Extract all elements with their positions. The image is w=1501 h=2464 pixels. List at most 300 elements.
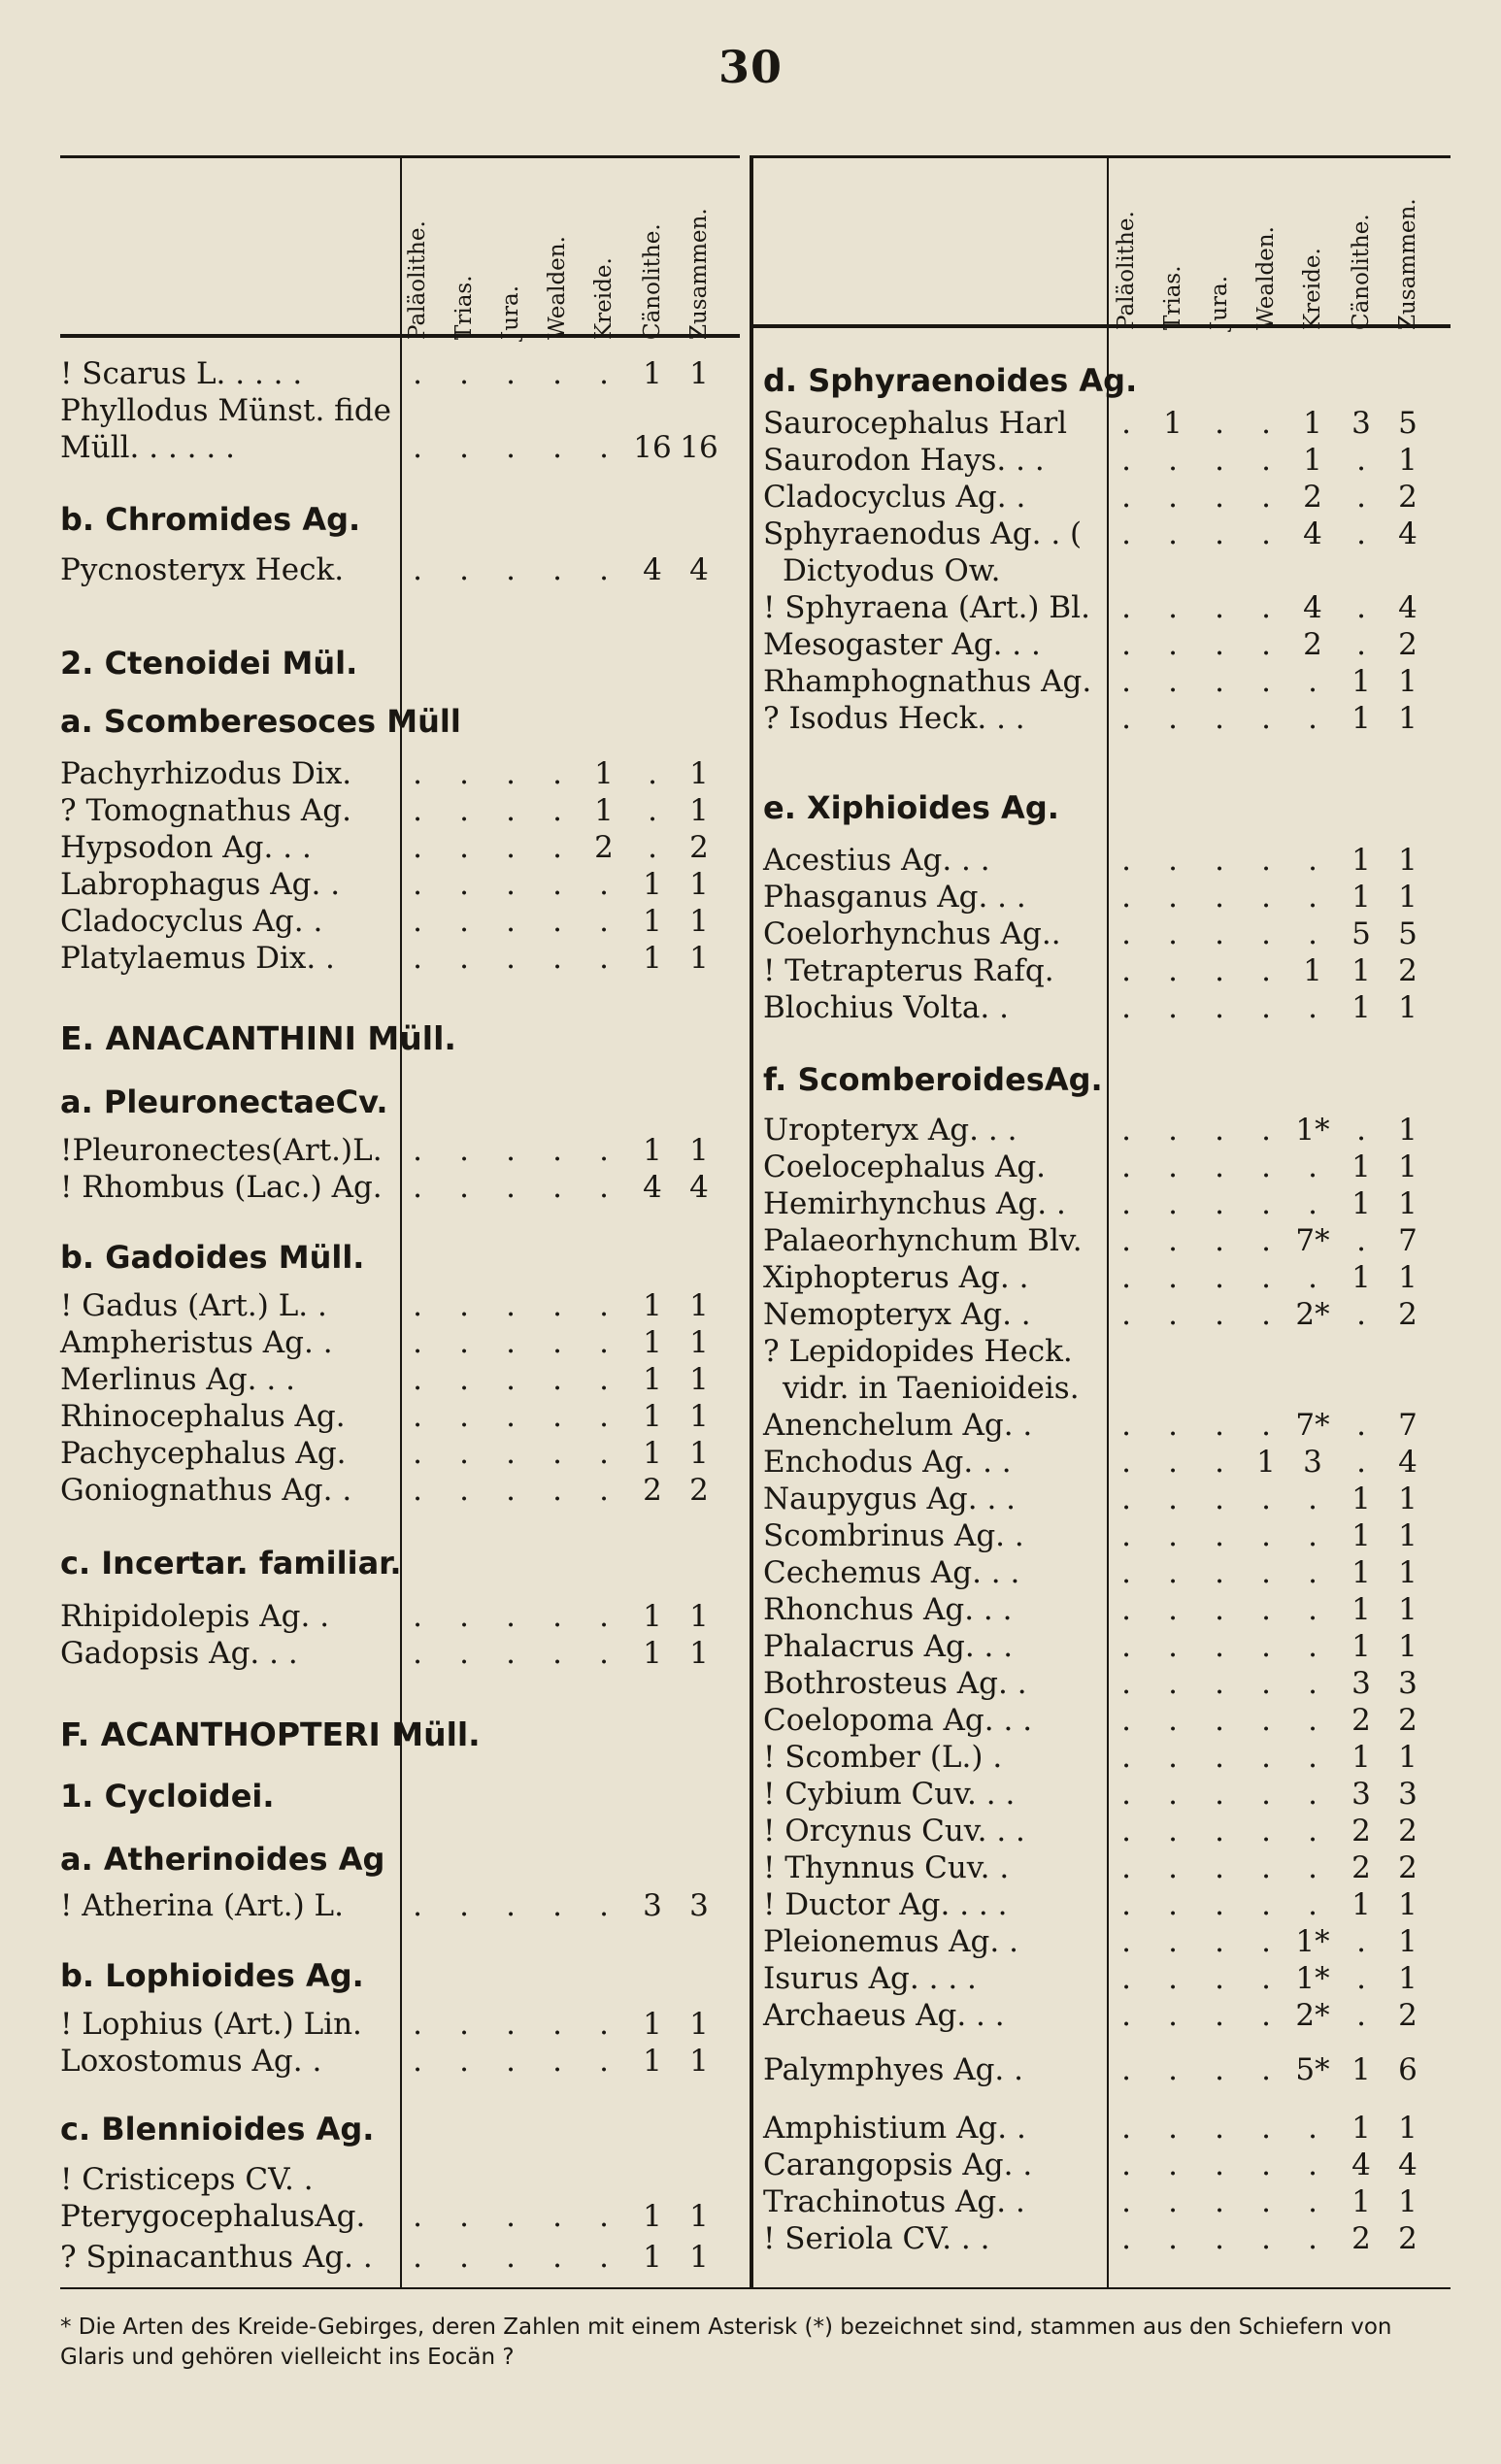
empty-cell-dot: . bbox=[552, 2240, 562, 2275]
count-cell: 2 bbox=[1398, 480, 1418, 515]
empty-cell-dot: . bbox=[1168, 990, 1178, 1025]
empty-cell-dot: . bbox=[599, 1325, 609, 1360]
count-cell: 7 bbox=[1398, 1223, 1418, 1258]
count-cell: 1 bbox=[689, 2240, 709, 2275]
empty-cell-dot: . bbox=[1121, 664, 1131, 699]
count-cell: 1 bbox=[1351, 1482, 1371, 1516]
empty-cell-dot: . bbox=[1308, 1592, 1318, 1627]
empty-cell-dot: . bbox=[506, 867, 516, 902]
empty-cell-dot: . bbox=[1308, 1703, 1318, 1738]
empty-cell-dot: . bbox=[599, 1170, 609, 1205]
taxon-name: Cladocyclus Ag. . bbox=[60, 904, 323, 939]
empty-cell-dot: . bbox=[1215, 1961, 1224, 1996]
empty-cell-dot: . bbox=[413, 552, 422, 587]
empty-cell-dot: . bbox=[1215, 1482, 1224, 1516]
column-header: Trias. bbox=[451, 275, 477, 340]
table-row bbox=[763, 1258, 1451, 1297]
count-cell: 4 bbox=[1398, 2148, 1418, 2182]
empty-cell-dot: . bbox=[1261, 516, 1271, 551]
taxon-name: ! Lophius (Art.) Lin. bbox=[60, 2007, 362, 2042]
taxon-name: ! Orcynus Cuv. . . bbox=[763, 1814, 1025, 1848]
empty-cell-dot: . bbox=[413, 867, 422, 902]
empty-cell-dot: . bbox=[1121, 1666, 1131, 1701]
table-row bbox=[763, 951, 1451, 990]
table-row bbox=[60, 1434, 740, 1473]
empty-cell-dot: . bbox=[599, 2044, 609, 2079]
empty-cell-dot: . bbox=[459, 2044, 469, 2079]
empty-cell-dot: . bbox=[1308, 1260, 1318, 1295]
count-cell: 4 bbox=[1398, 1445, 1418, 1480]
empty-cell-dot: . bbox=[1121, 2052, 1131, 2087]
empty-cell-dot: . bbox=[1261, 2052, 1271, 2087]
count-cell: 2* bbox=[1295, 1297, 1330, 1332]
count-cell: 1 bbox=[1351, 880, 1371, 915]
count-cell: 5 bbox=[1398, 406, 1418, 441]
empty-cell-dot: . bbox=[1168, 1703, 1178, 1738]
taxon-name: Merlinus Ag. . . bbox=[60, 1362, 295, 1397]
table-row bbox=[60, 1360, 740, 1399]
count-cell: 1 bbox=[643, 2240, 662, 2275]
empty-cell-dot: . bbox=[413, 830, 422, 865]
empty-cell-dot: . bbox=[1168, 1850, 1178, 1885]
empty-cell-dot: . bbox=[459, 356, 469, 391]
empty-cell-dot: . bbox=[506, 1170, 516, 1205]
empty-cell-dot: . bbox=[1121, 627, 1131, 662]
table-row bbox=[60, 902, 740, 941]
count-cell: 2 bbox=[689, 1473, 709, 1508]
taxon-name: Hypsodon Ag. . . bbox=[60, 830, 312, 865]
empty-cell-dot: . bbox=[1168, 1887, 1178, 1922]
empty-cell-dot: . bbox=[1308, 1740, 1318, 1775]
section-heading-row bbox=[60, 2110, 740, 2148]
taxon-name: Coelocephalus Ag. bbox=[763, 1149, 1047, 1184]
empty-cell-dot: . bbox=[1168, 916, 1178, 951]
count-cell: 4 bbox=[643, 1170, 662, 1205]
count-cell: 1 bbox=[1351, 1555, 1371, 1590]
table-row bbox=[763, 551, 1451, 590]
count-cell: 1 bbox=[1303, 953, 1322, 988]
empty-cell-dot: . bbox=[1121, 1186, 1131, 1221]
empty-cell-dot: . bbox=[1121, 1814, 1131, 1848]
empty-cell-dot: . bbox=[1215, 1149, 1224, 1184]
left-column bbox=[60, 354, 740, 2296]
count-cell: 7 bbox=[1398, 1408, 1418, 1443]
taxon-name: Phasganus Ag. . . bbox=[763, 880, 1026, 915]
count-cell: 3 bbox=[643, 1888, 662, 1923]
empty-cell-dot: . bbox=[1356, 1924, 1366, 1959]
count-cell: 1 bbox=[689, 756, 709, 791]
table-row bbox=[763, 1480, 1451, 1518]
table-row bbox=[60, 2005, 740, 2044]
count-cell: 1 bbox=[1398, 2184, 1418, 2219]
table-row bbox=[60, 1168, 740, 1207]
empty-cell-dot: . bbox=[1308, 990, 1318, 1025]
taxon-name: Palaeorhynchum Blv. bbox=[763, 1223, 1083, 1258]
empty-cell-dot: . bbox=[1356, 443, 1366, 478]
count-cell: 3 bbox=[689, 1888, 709, 1923]
empty-cell-dot: . bbox=[1261, 1260, 1271, 1295]
count-cell: 4 bbox=[1398, 516, 1418, 551]
count-cell: 2 bbox=[1303, 627, 1322, 662]
empty-cell-dot: . bbox=[1168, 1961, 1178, 1996]
empty-cell-dot: . bbox=[506, 1133, 516, 1168]
count-cell: 2 bbox=[1398, 1998, 1418, 2033]
empty-cell-dot: . bbox=[1215, 516, 1224, 551]
empty-cell-dot: . bbox=[1168, 880, 1178, 915]
empty-cell-dot: . bbox=[1215, 627, 1224, 662]
empty-cell-dot: . bbox=[1215, 1629, 1224, 1664]
table-row bbox=[763, 1332, 1451, 1371]
empty-cell-dot: . bbox=[1168, 1740, 1178, 1775]
empty-cell-dot: . bbox=[1308, 880, 1318, 915]
count-cell: 1 bbox=[643, 2044, 662, 2079]
count-cell: 1 bbox=[689, 904, 709, 939]
empty-cell-dot: . bbox=[1121, 2221, 1131, 2256]
count-cell: 1 bbox=[643, 867, 662, 902]
empty-cell-dot: . bbox=[1168, 1408, 1178, 1443]
taxon-name: Naupygus Ag. . . bbox=[763, 1482, 1017, 1516]
empty-cell-dot: . bbox=[1121, 953, 1131, 988]
table-row bbox=[763, 1812, 1451, 1850]
table-row bbox=[60, 1323, 740, 1362]
empty-cell-dot: . bbox=[599, 1473, 609, 1508]
table-row bbox=[763, 1111, 1451, 1149]
empty-cell-dot: . bbox=[552, 904, 562, 939]
table-row bbox=[763, 441, 1451, 480]
count-cell: 1 bbox=[689, 793, 709, 828]
empty-cell-dot: . bbox=[1168, 627, 1178, 662]
empty-cell-dot: . bbox=[552, 2199, 562, 2234]
empty-cell-dot: . bbox=[599, 1888, 609, 1923]
count-cell: 1 bbox=[643, 941, 662, 976]
count-cell: 2 bbox=[689, 830, 709, 865]
empty-cell-dot: . bbox=[506, 1599, 516, 1634]
empty-cell-dot: . bbox=[1215, 1740, 1224, 1775]
empty-cell-dot: . bbox=[1308, 2221, 1318, 2256]
table-row bbox=[763, 588, 1451, 627]
empty-cell-dot: . bbox=[1261, 916, 1271, 951]
empty-cell-dot: . bbox=[1121, 843, 1131, 878]
table-row bbox=[763, 2219, 1451, 2258]
empty-cell-dot: . bbox=[1121, 1149, 1131, 1184]
empty-cell-dot: . bbox=[1215, 443, 1224, 478]
count-cell: 1 bbox=[1398, 1555, 1418, 1590]
empty-cell-dot: . bbox=[552, 1436, 562, 1471]
count-cell: 1 bbox=[1351, 1186, 1371, 1221]
empty-cell-dot: . bbox=[1168, 1113, 1178, 1148]
empty-cell-dot: . bbox=[1168, 843, 1178, 878]
column-header: Jura. bbox=[498, 284, 523, 340]
empty-cell-dot: . bbox=[413, 2240, 422, 2275]
empty-cell-dot: . bbox=[552, 356, 562, 391]
column-header: Trias. bbox=[1160, 265, 1185, 330]
section-heading: b. Gadoides Müll. bbox=[60, 1239, 365, 1276]
divider-center bbox=[750, 155, 753, 2287]
empty-cell-dot: . bbox=[1356, 590, 1366, 625]
empty-cell-dot: . bbox=[1356, 1113, 1366, 1148]
empty-cell-dot: . bbox=[413, 430, 422, 465]
count-cell: 1 bbox=[1398, 1592, 1418, 1627]
empty-cell-dot: . bbox=[1215, 953, 1224, 988]
table-row bbox=[60, 791, 740, 830]
table-row bbox=[763, 841, 1451, 880]
count-cell: 1 bbox=[1351, 1149, 1371, 1184]
taxon-name: Rhinocephalus Ag. bbox=[60, 1399, 346, 1434]
count-cell: 1* bbox=[1295, 1924, 1330, 1959]
taxon-name: Coelopoma Ag. . . bbox=[763, 1703, 1033, 1738]
column-header: Wealden. bbox=[1253, 226, 1279, 330]
empty-cell-dot: . bbox=[1121, 1482, 1131, 1516]
table-row bbox=[60, 2238, 740, 2277]
taxon-name: PterygocephalusAg. bbox=[60, 2199, 366, 2234]
count-cell: 4 bbox=[1351, 2148, 1371, 2182]
empty-cell-dot: . bbox=[1261, 1777, 1271, 1812]
empty-cell-dot: . bbox=[1308, 701, 1318, 736]
empty-cell-dot: . bbox=[459, 1362, 469, 1397]
count-cell: 1* bbox=[1295, 1113, 1330, 1148]
section-heading-row bbox=[763, 361, 1451, 400]
empty-cell-dot: . bbox=[1356, 1998, 1366, 2033]
taxon-name: Phyllodus Münst. fide bbox=[60, 393, 392, 428]
empty-cell-dot: . bbox=[1261, 1924, 1271, 1959]
empty-cell-dot: . bbox=[1168, 1297, 1178, 1332]
empty-cell-dot: . bbox=[599, 356, 609, 391]
empty-cell-dot: . bbox=[413, 904, 422, 939]
empty-cell-dot: . bbox=[1215, 1703, 1224, 1738]
taxon-name: Acestius Ag. . . bbox=[763, 843, 990, 878]
taxon-name: ! Scarus L. . . . . bbox=[60, 356, 303, 391]
section-heading: 2. Ctenoidei Mül. bbox=[60, 645, 358, 682]
count-cell: 1 bbox=[643, 1362, 662, 1397]
count-cell: 3 bbox=[1351, 406, 1371, 441]
empty-cell-dot: . bbox=[459, 1636, 469, 1671]
taxon-name: Hemirhynchus Ag. . bbox=[763, 1186, 1066, 1221]
count-cell: 1 bbox=[689, 1288, 709, 1323]
empty-cell-dot: . bbox=[1308, 1814, 1318, 1848]
empty-cell-dot: . bbox=[459, 1325, 469, 1360]
count-cell: 1 bbox=[594, 756, 614, 791]
table-row bbox=[60, 1597, 740, 1636]
count-cell: 2 bbox=[1398, 1814, 1418, 1848]
empty-cell-dot: . bbox=[413, 793, 422, 828]
table-row bbox=[763, 1369, 1451, 1408]
empty-cell-dot: . bbox=[459, 1888, 469, 1923]
empty-cell-dot: . bbox=[413, 1325, 422, 1360]
empty-cell-dot: . bbox=[552, 756, 562, 791]
column-header: Paläolithe. bbox=[405, 220, 430, 340]
taxon-name: ! Atherina (Art.) L. bbox=[60, 1888, 344, 1923]
taxon-name: ! Thynnus Cuv. . bbox=[763, 1850, 1010, 1885]
empty-cell-dot: . bbox=[1168, 590, 1178, 625]
empty-cell-dot: . bbox=[1121, 1961, 1131, 1996]
section-heading-row bbox=[60, 1544, 740, 1582]
empty-cell-dot: . bbox=[552, 1170, 562, 1205]
empty-cell-dot: . bbox=[1308, 1666, 1318, 1701]
footnote: * Die Arten des Kreide-Gebirges, deren Zahlen mit einem Asterisk (*) bezeichnet sind, stammen aus den Schiefern von Glaris und gehören vielleicht ins Eocän ? bbox=[60, 2314, 1392, 2370]
count-cell: 1 bbox=[1398, 1518, 1418, 1553]
count-cell: 5 bbox=[1398, 916, 1418, 951]
count-cell: 1 bbox=[689, 1399, 709, 1434]
count-cell: 3 bbox=[1351, 1777, 1371, 1812]
count-cell: 1 bbox=[689, 1599, 709, 1634]
column-header: Jura. bbox=[1207, 275, 1232, 330]
count-cell: 1* bbox=[1295, 1961, 1330, 1996]
table-row bbox=[60, 865, 740, 904]
empty-cell-dot: . bbox=[552, 2007, 562, 2042]
empty-cell-dot: . bbox=[1261, 1297, 1271, 1332]
empty-cell-dot: . bbox=[1261, 1998, 1271, 2033]
count-cell: 1 bbox=[689, 2199, 709, 2234]
taxon-name: ! Scomber (L.) . bbox=[763, 1740, 1003, 1775]
empty-cell-dot: . bbox=[1308, 916, 1318, 951]
empty-cell-dot: . bbox=[1215, 2148, 1224, 2182]
section-heading-row bbox=[60, 1238, 740, 1277]
empty-cell-dot: . bbox=[506, 1399, 516, 1434]
empty-cell-dot: . bbox=[459, 1436, 469, 1471]
empty-cell-dot: . bbox=[1261, 590, 1271, 625]
empty-cell-dot: . bbox=[1121, 1777, 1131, 1812]
count-cell: 1 bbox=[1303, 406, 1322, 441]
count-cell: 1 bbox=[1398, 664, 1418, 699]
taxon-name: ? Tomognathus Ag. bbox=[60, 793, 351, 828]
count-cell: 2 bbox=[1351, 1814, 1371, 1848]
count-cell: 1 bbox=[1398, 843, 1418, 878]
page-number: 30 bbox=[717, 41, 783, 93]
table-row bbox=[763, 1553, 1451, 1592]
taxon-name: Rhonchus Ag. . . bbox=[763, 1592, 1013, 1627]
table-row bbox=[60, 1471, 740, 1510]
count-cell: 4 bbox=[689, 1170, 709, 1205]
empty-cell-dot: . bbox=[459, 1288, 469, 1323]
section-heading: f. ScomberoidesAg. bbox=[763, 1061, 1103, 1098]
empty-cell-dot: . bbox=[1215, 1924, 1224, 1959]
empty-cell-dot: . bbox=[1215, 1223, 1224, 1258]
table-row bbox=[763, 1996, 1451, 2035]
empty-cell-dot: . bbox=[552, 2044, 562, 2079]
empty-cell-dot: . bbox=[506, 356, 516, 391]
taxon-name: Rhipidolepis Ag. . bbox=[60, 1599, 330, 1634]
empty-cell-dot: . bbox=[1168, 1629, 1178, 1664]
empty-cell-dot: . bbox=[552, 793, 562, 828]
count-cell: 1 bbox=[689, 2044, 709, 2079]
column-header: Cänolithe. bbox=[640, 223, 665, 340]
empty-cell-dot: . bbox=[459, 1599, 469, 1634]
empty-cell-dot: . bbox=[413, 1599, 422, 1634]
empty-cell-dot: . bbox=[648, 793, 657, 828]
table-row bbox=[763, 2109, 1451, 2148]
section-heading: 1. Cycloidei. bbox=[60, 1778, 275, 1815]
taxon-name: ! Sphyraena (Art.) Bl. bbox=[763, 590, 1090, 625]
empty-cell-dot: . bbox=[1261, 1186, 1271, 1221]
taxon-name: Xiphopterus Ag. . bbox=[763, 1260, 1029, 1295]
count-cell: 1 bbox=[1398, 443, 1418, 478]
taxon-name: Müll. . . . . . bbox=[60, 430, 235, 465]
count-cell: 1 bbox=[1351, 1518, 1371, 1553]
empty-cell-dot: . bbox=[1121, 1113, 1131, 1148]
taxon-name: Mesogaster Ag. . . bbox=[763, 627, 1041, 662]
count-cell: 2 bbox=[594, 830, 614, 865]
section-heading-row bbox=[60, 1019, 740, 1058]
count-cell: 1 bbox=[594, 793, 614, 828]
empty-cell-dot: . bbox=[1261, 701, 1271, 736]
count-cell: 3 bbox=[1303, 1445, 1322, 1480]
count-cell: 1 bbox=[1398, 1740, 1418, 1775]
empty-cell-dot: . bbox=[1168, 2052, 1178, 2087]
empty-cell-dot: . bbox=[506, 830, 516, 865]
empty-cell-dot: . bbox=[648, 830, 657, 865]
empty-cell-dot: . bbox=[599, 2007, 609, 2042]
empty-cell-dot: . bbox=[1261, 1666, 1271, 1701]
empty-cell-dot: . bbox=[1168, 2221, 1178, 2256]
empty-cell-dot: . bbox=[1168, 1186, 1178, 1221]
count-cell: 1 bbox=[689, 1133, 709, 1168]
count-cell: 1 bbox=[643, 356, 662, 391]
empty-cell-dot: . bbox=[1121, 916, 1131, 951]
count-cell: 2 bbox=[1398, 1703, 1418, 1738]
count-cell: 2 bbox=[1351, 2221, 1371, 2256]
empty-cell-dot: . bbox=[1168, 1777, 1178, 1812]
taxon-name: Saurocephalus Harl bbox=[763, 406, 1068, 441]
empty-cell-dot: . bbox=[1215, 1777, 1224, 1812]
table-row bbox=[60, 754, 740, 793]
empty-cell-dot: . bbox=[1168, 2184, 1178, 2219]
table-row bbox=[763, 2146, 1451, 2184]
empty-cell-dot: . bbox=[1168, 1592, 1178, 1627]
count-cell: 1 bbox=[643, 1436, 662, 1471]
taxon-name: vidr. in Taenioideis. bbox=[783, 1371, 1080, 1406]
section-heading-row bbox=[763, 1060, 1451, 1099]
section-heading: b. Chromides Ag. bbox=[60, 501, 361, 538]
empty-cell-dot: . bbox=[1168, 2111, 1178, 2146]
empty-cell-dot: . bbox=[1121, 1998, 1131, 2033]
empty-cell-dot: . bbox=[1121, 1223, 1131, 1258]
empty-cell-dot: . bbox=[506, 2199, 516, 2234]
section-heading: a. PleuronectaeCv. bbox=[60, 1083, 388, 1120]
empty-cell-dot: . bbox=[1168, 1149, 1178, 1184]
empty-cell-dot: . bbox=[1308, 1555, 1318, 1590]
empty-cell-dot: . bbox=[506, 1888, 516, 1923]
count-cell: 7* bbox=[1295, 1408, 1330, 1443]
empty-cell-dot: . bbox=[1121, 1260, 1131, 1295]
column-header: Zusammen. bbox=[1395, 198, 1420, 330]
empty-cell-dot: . bbox=[1121, 880, 1131, 915]
empty-cell-dot: . bbox=[1215, 1113, 1224, 1148]
empty-cell-dot: . bbox=[599, 2199, 609, 2234]
taxon-name: Cladocyclus Ag. . bbox=[763, 480, 1026, 515]
empty-cell-dot: . bbox=[459, 867, 469, 902]
taxon-name: ! Cristiceps CV. . bbox=[60, 2162, 314, 2197]
table-row bbox=[763, 1221, 1451, 1260]
empty-cell-dot: . bbox=[1356, 1961, 1366, 1996]
count-cell: 5 bbox=[1351, 916, 1371, 951]
count-cell: 2 bbox=[643, 1473, 662, 1508]
empty-cell-dot: . bbox=[506, 552, 516, 587]
empty-cell-dot: . bbox=[1121, 1297, 1131, 1332]
empty-cell-dot: . bbox=[1308, 1777, 1318, 1812]
count-cell: 1 bbox=[1398, 1961, 1418, 1996]
count-cell: 1 bbox=[689, 867, 709, 902]
empty-cell-dot: . bbox=[413, 1473, 422, 1508]
empty-cell-dot: . bbox=[1168, 701, 1178, 736]
empty-cell-dot: . bbox=[1261, 1113, 1271, 1148]
empty-cell-dot: . bbox=[552, 1325, 562, 1360]
empty-cell-dot: . bbox=[552, 1888, 562, 1923]
count-cell: 1 bbox=[1303, 443, 1322, 478]
count-cell: 3 bbox=[1398, 1666, 1418, 1701]
table-row bbox=[60, 1131, 740, 1170]
empty-cell-dot: . bbox=[1121, 2111, 1131, 2146]
empty-cell-dot: . bbox=[413, 2007, 422, 2042]
